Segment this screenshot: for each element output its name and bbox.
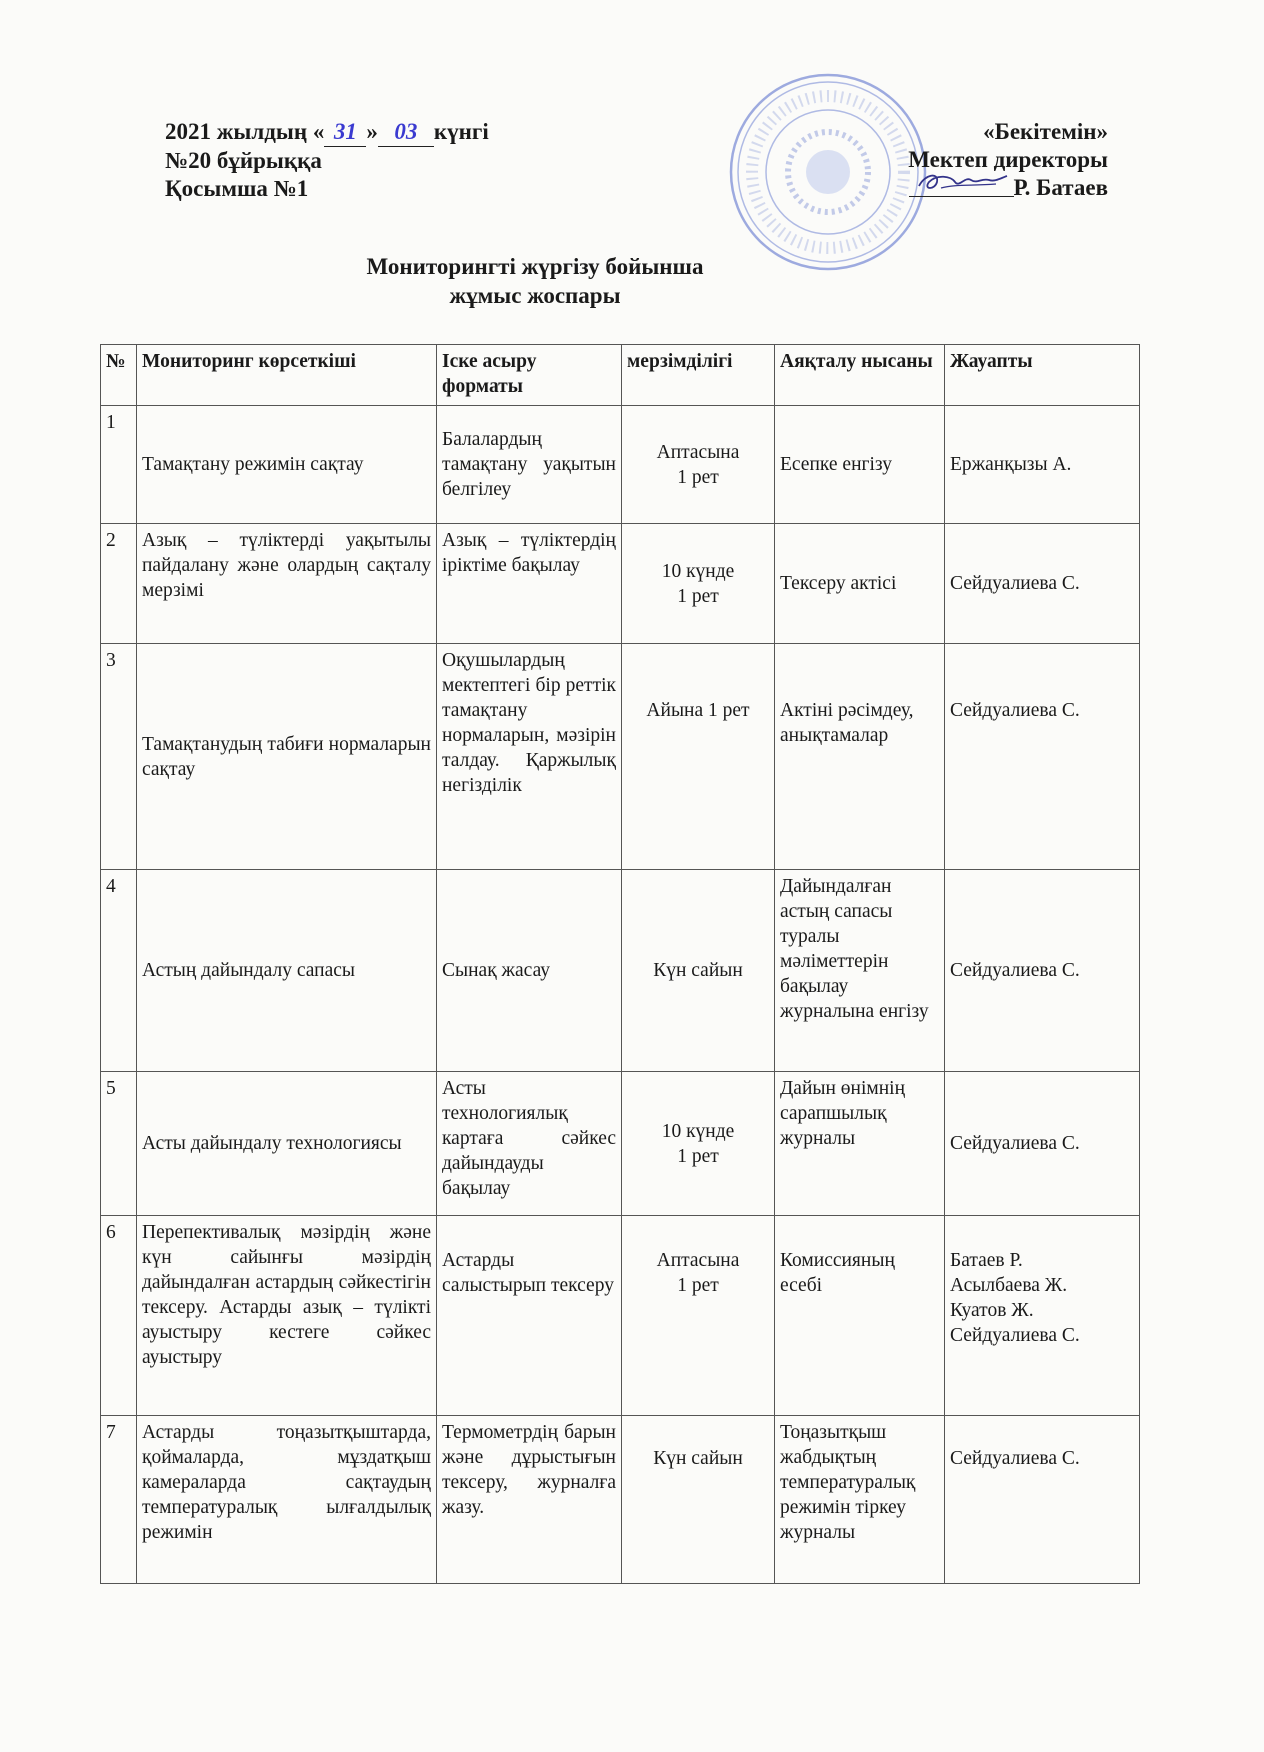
director-signature-line (908, 174, 1108, 202)
row-number: 4 (101, 870, 137, 1072)
monitoring-indicator: Тамақтанудың табиғи нормаларын сақтау (137, 644, 437, 870)
implementation-format: Асты технологиялық картаға сәйкес дайындауды бақылау (437, 1072, 622, 1216)
monitoring-indicator: Тамақтану режимін сақтау (137, 406, 437, 524)
quote-sep: » (366, 119, 378, 144)
row-number: 6 (101, 1216, 137, 1416)
order-reference (165, 118, 489, 203)
monitoring-indicator: Перепективалық мәзірдің және күн сайынғы мәзірдің дайындалған астардың сәйкестігін тексеру. Астарды азық – түлікті ауыстыру кестеге сәйкес ауыстыру (137, 1216, 437, 1416)
table-row (101, 1216, 1140, 1416)
completion-form: Дайындалған астың сапасы туралы мәліметтерін бақылау журналына енгізу (775, 870, 945, 1072)
row-number: 2 (101, 524, 137, 644)
responsible-person: Ержанқызы А. (945, 406, 1140, 524)
document-title (0, 252, 1070, 310)
monitoring-indicator: Азық – түліктерді уақытылы пайдалану және олардың сақталу мерзімі (137, 524, 437, 644)
column-header-indicator: Мониторинг көрсеткіші (137, 345, 437, 406)
periodicity: Күн сайын (622, 1416, 775, 1584)
monitoring-indicator: Асты дайындалу технологиясы (137, 1072, 437, 1216)
column-header-responsible: Жауапты (945, 345, 1140, 406)
monitoring-indicator: Астың дайындалу сапасы (137, 870, 437, 1072)
table-row (101, 524, 1140, 644)
periodicity: Айына 1 рет (622, 644, 775, 870)
periodicity: Аптасына 1 рет (622, 1216, 775, 1416)
implementation-format: Балалардың тамақтану уақытын белгілеу (437, 406, 622, 524)
appendix-label: Қосымша №1 (165, 176, 309, 201)
handwritten-signature (911, 168, 1011, 196)
periodicity: 10 күнде 1 рет (622, 1072, 775, 1216)
completion-form: Актіні рәсімдеу, анықтамалар (775, 644, 945, 870)
monitoring-plan-table (100, 344, 1140, 1584)
date-suffix: күнгі (433, 119, 489, 144)
responsible-person: Батаев Р. Асылбаева Ж. Куатов Ж. Сейдуалиева С. (945, 1216, 1140, 1416)
approval-block (908, 118, 1108, 202)
monitoring-indicator: Астарды тоңазытқыштарда, қоймаларда, мұздатқыш камераларда сақтаудың температуралық ылғалдылық режимін (137, 1416, 437, 1584)
director-title: Мектеп директоры (908, 147, 1108, 172)
column-header-completion-form: Аяқталу нысаны (775, 345, 945, 406)
day-value: 31 (324, 118, 366, 147)
title-line-1: Мониторингті жүргізу бойынша (366, 254, 704, 279)
table-row (101, 1072, 1140, 1216)
signature-line (909, 176, 1014, 197)
periodicity: 10 күнде 1 рет (622, 524, 775, 644)
implementation-format: Сынақ жасау (437, 870, 622, 1072)
column-header-period: мерзімділігі (622, 345, 775, 406)
responsible-person: Сейдуалиева С. (945, 1416, 1140, 1584)
completion-form: Комиссияның есебі (775, 1216, 945, 1416)
approve-label: «Бекітемін» (983, 119, 1108, 144)
responsible-person: Сейдуалиева С. (945, 1072, 1140, 1216)
table-row (101, 644, 1140, 870)
table-row (101, 1416, 1140, 1584)
responsible-person: Сейдуалиева С. (945, 524, 1140, 644)
director-name: Р. Батаев (1013, 175, 1108, 200)
order-number: №20 бұйрыққа (165, 148, 322, 173)
order-date (165, 118, 489, 147)
column-header-number: № (101, 345, 137, 406)
table-row (101, 406, 1140, 524)
completion-form: Тоңазытқыш жабдықтың температуралық режимін тіркеу журналы (775, 1416, 945, 1584)
title-line-2: жұмыс жоспары (449, 283, 621, 308)
row-number: 3 (101, 644, 137, 870)
row-number: 7 (101, 1416, 137, 1584)
year-text: 2021 жылдың « (165, 119, 325, 144)
completion-form: Есепке енгізу (775, 406, 945, 524)
table-row (101, 870, 1140, 1072)
implementation-format: Термометрдің барын және дұрыстығын тексеру, журналға жазу. (437, 1416, 622, 1584)
implementation-format: Астарды салыстырып тексеру (437, 1216, 622, 1416)
school-stamp (728, 72, 928, 272)
implementation-format: Азық – түліктердің іріктіме бақылау (437, 524, 622, 644)
completion-form: Дайын өнімнің сарапшылық журналы (775, 1072, 945, 1216)
responsible-person: Сейдуалиева С. (945, 870, 1140, 1072)
periodicity: Күн сайын (622, 870, 775, 1072)
row-number: 5 (101, 1072, 137, 1216)
table-header-row (101, 345, 1140, 406)
month-value: 03 (378, 118, 434, 147)
completion-form: Тексеру актісі (775, 524, 945, 644)
implementation-format: Оқушылардың мектептегі бір реттік тамақтану нормаларын, мәзірін талдау. Қаржылық негізділік (437, 644, 622, 870)
responsible-person: Сейдуалиева С. (945, 644, 1140, 870)
periodicity: Аптасына 1 рет (622, 406, 775, 524)
column-header-format: Іске асыру форматы (437, 345, 622, 406)
row-number: 1 (101, 406, 137, 524)
